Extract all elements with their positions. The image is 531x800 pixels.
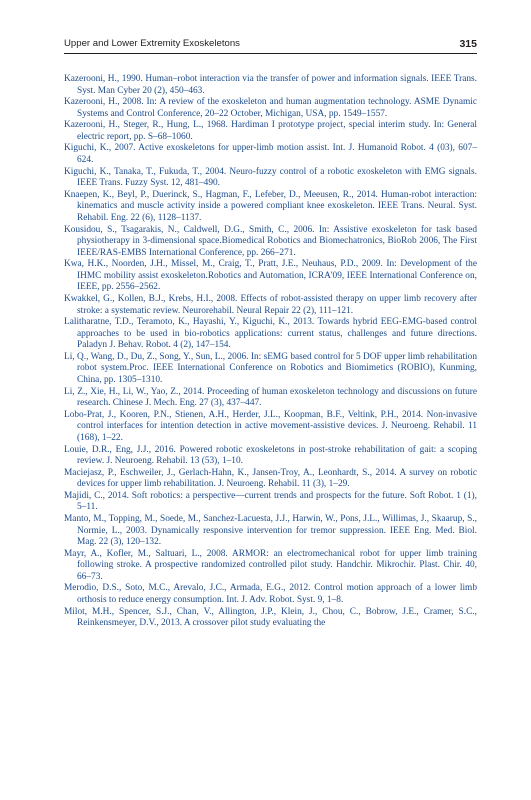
reference-text: Kazerooni, H., 1990. Human–robot interaction via the transfer of power and information signals. IEEE Trans. Syst. Man Cyber 20 (2), 450–463. — [64, 74, 477, 96]
reference-lobo-prat-2014[interactable] — [64, 410, 477, 445]
reference-kazerooni-2008[interactable] — [64, 97, 477, 120]
reference-kousidou-2006[interactable] — [64, 225, 477, 260]
reference-kwakkel-2008[interactable] — [64, 294, 477, 317]
reference-text: Majidi, C., 2014. Soft robotics: a perspective—current trends and prospects for the future. Soft Robot. 1 (1), 5–11. — [64, 490, 477, 513]
reference-text: Li, Q., Wang, D., Du, Z., Song, Y., Sun, L., 2006. In: sEMG based control for 5 DOF upper limb rehabilitation robot system.Proc. IEEE International Conference on Robotics and Biomimetics (ROBIO), Kunming, China, pp. 1305–1310. — [64, 351, 477, 386]
reference-milot-2013[interactable] — [64, 607, 477, 630]
reference-text: Mayr, A., Kofler, M., Saltuari, L., 2008. ARMOR: an electromechanical robot for upper limb training following stroke. A prospective randomized controlled pilot study. Handchir. Mikrochir. Plast. Chir. 40, 66–73. — [64, 548, 477, 582]
reference-louie-2016[interactable] — [64, 445, 477, 468]
reference-list — [64, 74, 477, 630]
reference-text: Manto, M., Topping, M., Soede, M., Sanchez-Lacuesta, J.J., Harwin, W., Pons, J.L., Willimas, J., Skaarup, S., Normie, L., 2003. Dynamically responsive intervention for tremor suppression. IEEE Eng. Med. Biol. Mag. 22 (3), 120–132. — [64, 513, 477, 548]
reference-li-2014[interactable] — [64, 387, 477, 410]
reference-text: Maciejasz, P., Eschweiler, J., Gerlach-Hahn, K., Jansen-Troy, A., Leonhardt, S., 2014. A survey on robotic devices for upper limb rehabilitation. J. Neuroeng. Rehabil. 11 (3), 1–29. — [64, 467, 477, 490]
reference-merodio-2012[interactable] — [64, 583, 477, 606]
reference-text: Lobo-Prat, J., Kooren, P.N., Stienen, A.H., Herder, J.L., Koopman, B.F., Veltink, P.H., 2014. Non-invasive control interfaces for intention detection in active movement-assistive devices. J. Neuroeng. Rehabil. 11 (168), 1–22. — [64, 409, 477, 443]
reference-text: Kazerooni, H., 2008. In: A review of the exoskeleton and human augmentation technology. ASME Dynamic Systems and Control Conference, 20–22 October, Michigan, USA, pp. 1549–1557. — [64, 97, 477, 119]
reference-text: Kiguchi, K., Tanaka, T., Fukuda, T., 2004. Neuro-fuzzy control of a robotic exoskeleton with EMG signals. IEEE Trans. Fuzzy Syst. 12, 481–490. — [64, 166, 477, 189]
reference-text: Kazerooni, H., Steger, R., Hung, L., 1968. Hardiman I prototype project, special interim study. In: General electric report, pp. S–68–1060. — [64, 120, 477, 142]
reference-majidi-2014[interactable] — [64, 491, 477, 514]
reference-text: Milot, M.H., Spencer, S.J., Chan, V., Allington, J.P., Klein, J., Chou, C., Bobrow, J.E., Cramer, S.C., Reinkensmeyer, D.V., 2013. A crossover pilot study evaluating the — [64, 606, 477, 629]
reference-li-2006[interactable] — [64, 352, 477, 387]
reference-text: Kwakkel, G., Kollen, B.J., Krebs, H.I., 2008. Effects of robot-assisted therapy on upper limb recovery after stroke: a systematic review. Neurorehabil. Neural Repair 22 (2), 111–121. — [64, 293, 477, 316]
running-title: Upper and Lower Extremity Exoskeletons — [64, 38, 240, 49]
header-rule — [64, 53, 477, 54]
reference-manto-2003[interactable] — [64, 514, 477, 549]
reference-text: Kwa, H.K., Noorden, J.H., Missel, M., Craig, T., Pratt, J.E., Neuhaus, P.D., 2009. In: Development of the IHMC mobility assist exoskeleton.Robotics and Automation, ICRA'09, IEEE International Conference on, IEEE, pp. 2556–2562. — [64, 259, 477, 293]
reference-text: Lalitharatne, T.D., Teramoto, K., Hayashi, Y., Kiguchi, K., 2013. Towards hybrid EEG-EMG-based control approaches to be used in bio-robotics applications: current status, challenges and future directions. Paladyn J. Behav. Robot. 4 (2), 147–154. — [64, 317, 477, 351]
reference-text: Merodio, D.S., Soto, M.C., Arevalo, J.C., Armada, E.G., 2012. Control motion approach of a lower limb orthosis to reduce energy consumption. Int. J. Adv. Robot. Syst. 9, 1–8. — [64, 583, 477, 606]
reference-text: Louie, D.R., Eng, J.J., 2016. Powered robotic exoskeletons in post-stroke rehabilitation of gait: a scoping review. J. Neuroeng. Rehabil. 13 (53), 1–10. — [64, 444, 477, 467]
reference-kazerooni-1990[interactable] — [64, 74, 477, 97]
reference-kiguchi-2004[interactable] — [64, 167, 477, 190]
reference-text: Li, Z., Xie, H., Li, W., Yao, Z., 2014. Proceeding of human exoskeleton technology and discussions on future research. Chinese J. Mech. Eng. 27 (3), 437–447. — [64, 386, 477, 409]
reference-text: Kousidou, S., Tsagarakis, N., Caldwell, D.G., Smith, C., 2006. In: Assistive exoskeleton for task based physiotherapy in 3-dimensional space.Biomedical Robotics and Biomechatronics, BioRob 2006, The First IEEE/RAS-EMBS International Conference, pp. 266–271. — [64, 224, 477, 258]
running-head — [64, 36, 477, 52]
page-number: 315 — [459, 38, 477, 50]
reference-mayr-2008[interactable] — [64, 549, 477, 584]
reference-text: Kiguchi, K., 2007. Active exoskeletons for upper-limb motion assist. Int. J. Humanoid Robot. 4 (03), 607–624. — [64, 143, 477, 166]
reference-kazerooni-1968[interactable] — [64, 120, 477, 143]
reference-knaepen-2014[interactable] — [64, 190, 477, 225]
reference-maciejasz-2014[interactable] — [64, 468, 477, 491]
reference-text: Knaepen, K., Beyl, P., Duerinck, S., Hagman, F., Lefeber, D., Meeusen, R., 2014. Human-robot interaction: kinematics and muscle activity inside a powered compliant knee exoskeleton. IEEE Trans. Neural. Syst. Rehabil. Eng. 22 (6), 1128–1137. — [64, 189, 477, 223]
reference-lalitharatne-2013[interactable] — [64, 317, 477, 352]
reference-kiguchi-2007[interactable] — [64, 143, 477, 166]
reference-kwa-2009[interactable] — [64, 259, 477, 294]
